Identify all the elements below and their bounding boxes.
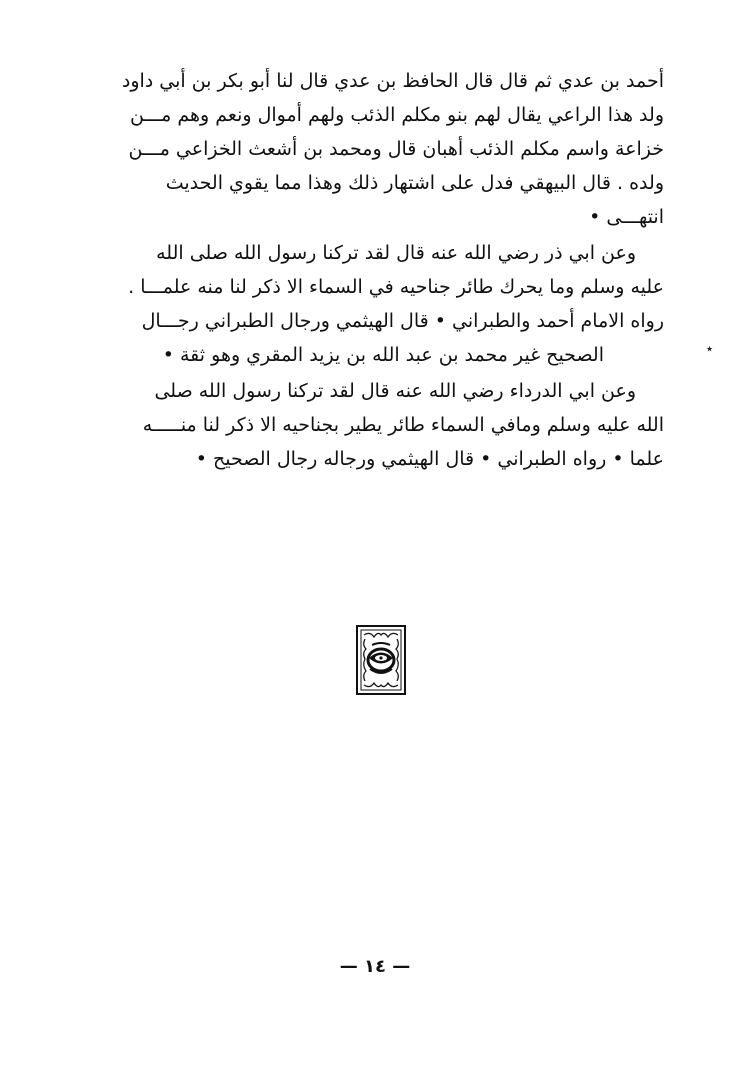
margin-mark: ٭ bbox=[706, 342, 714, 357]
decorative-ornament-icon bbox=[356, 625, 406, 695]
paragraph-line: وعن ابي ذر رضي الله عنه قال لقد تركنا رسول الله صلى الله bbox=[156, 242, 636, 264]
page-number: — ١٤ — bbox=[339, 956, 411, 977]
paragraph-line: ولد هذا الراعي يقال لهم بنو مكلم الذئب ولهم أموال ونعم وهم مـــن bbox=[130, 104, 664, 126]
paragraph-line: علما • رواه الطبراني • قال الهيثمي ورجاله رجال الصحيح • bbox=[195, 448, 664, 470]
paragraph-line: الصحيح غير محمد بن عبد الله بن يزيد المقري وهو ثقة • bbox=[162, 344, 604, 366]
paragraph-3 bbox=[112, 374, 664, 476]
paragraph-1 bbox=[112, 64, 664, 234]
paragraph-line: ولده . قال البيهقي فدل على اشتهار ذلك وهذا مما يقوي الحديث bbox=[165, 172, 664, 194]
paragraph-line: الله عليه وسلم ومافي السماء طائر يطير بجناحيه الا ذكر لنا منـــــه bbox=[142, 414, 664, 436]
paragraph-line: خزاعة واسم مكلم الذئب أهبان قال ومحمد بن أشعث الخزاعي مـــن bbox=[128, 138, 664, 160]
paragraph-line: وعن ابي الدرداء رضي الله عنه قال لقد تركنا رسول الله صلى bbox=[154, 380, 636, 402]
paragraph-line: رواه الامام أحمد والطبراني • قال الهيثمي ورجال الطبراني رجـــال bbox=[141, 310, 664, 332]
paragraph-line: أحمد بن عدي ثم قال قال الحافظ بن عدي قال لنا أبو بكر بن أبي داود bbox=[121, 70, 664, 92]
paragraph-line: عليه وسلم وما يحرك طائر جناحيه في السماء الا ذكر لنا منه علمـــا . bbox=[128, 276, 664, 298]
paragraph-2 bbox=[112, 236, 664, 372]
paragraph-line: انتهـــى • bbox=[589, 206, 664, 228]
